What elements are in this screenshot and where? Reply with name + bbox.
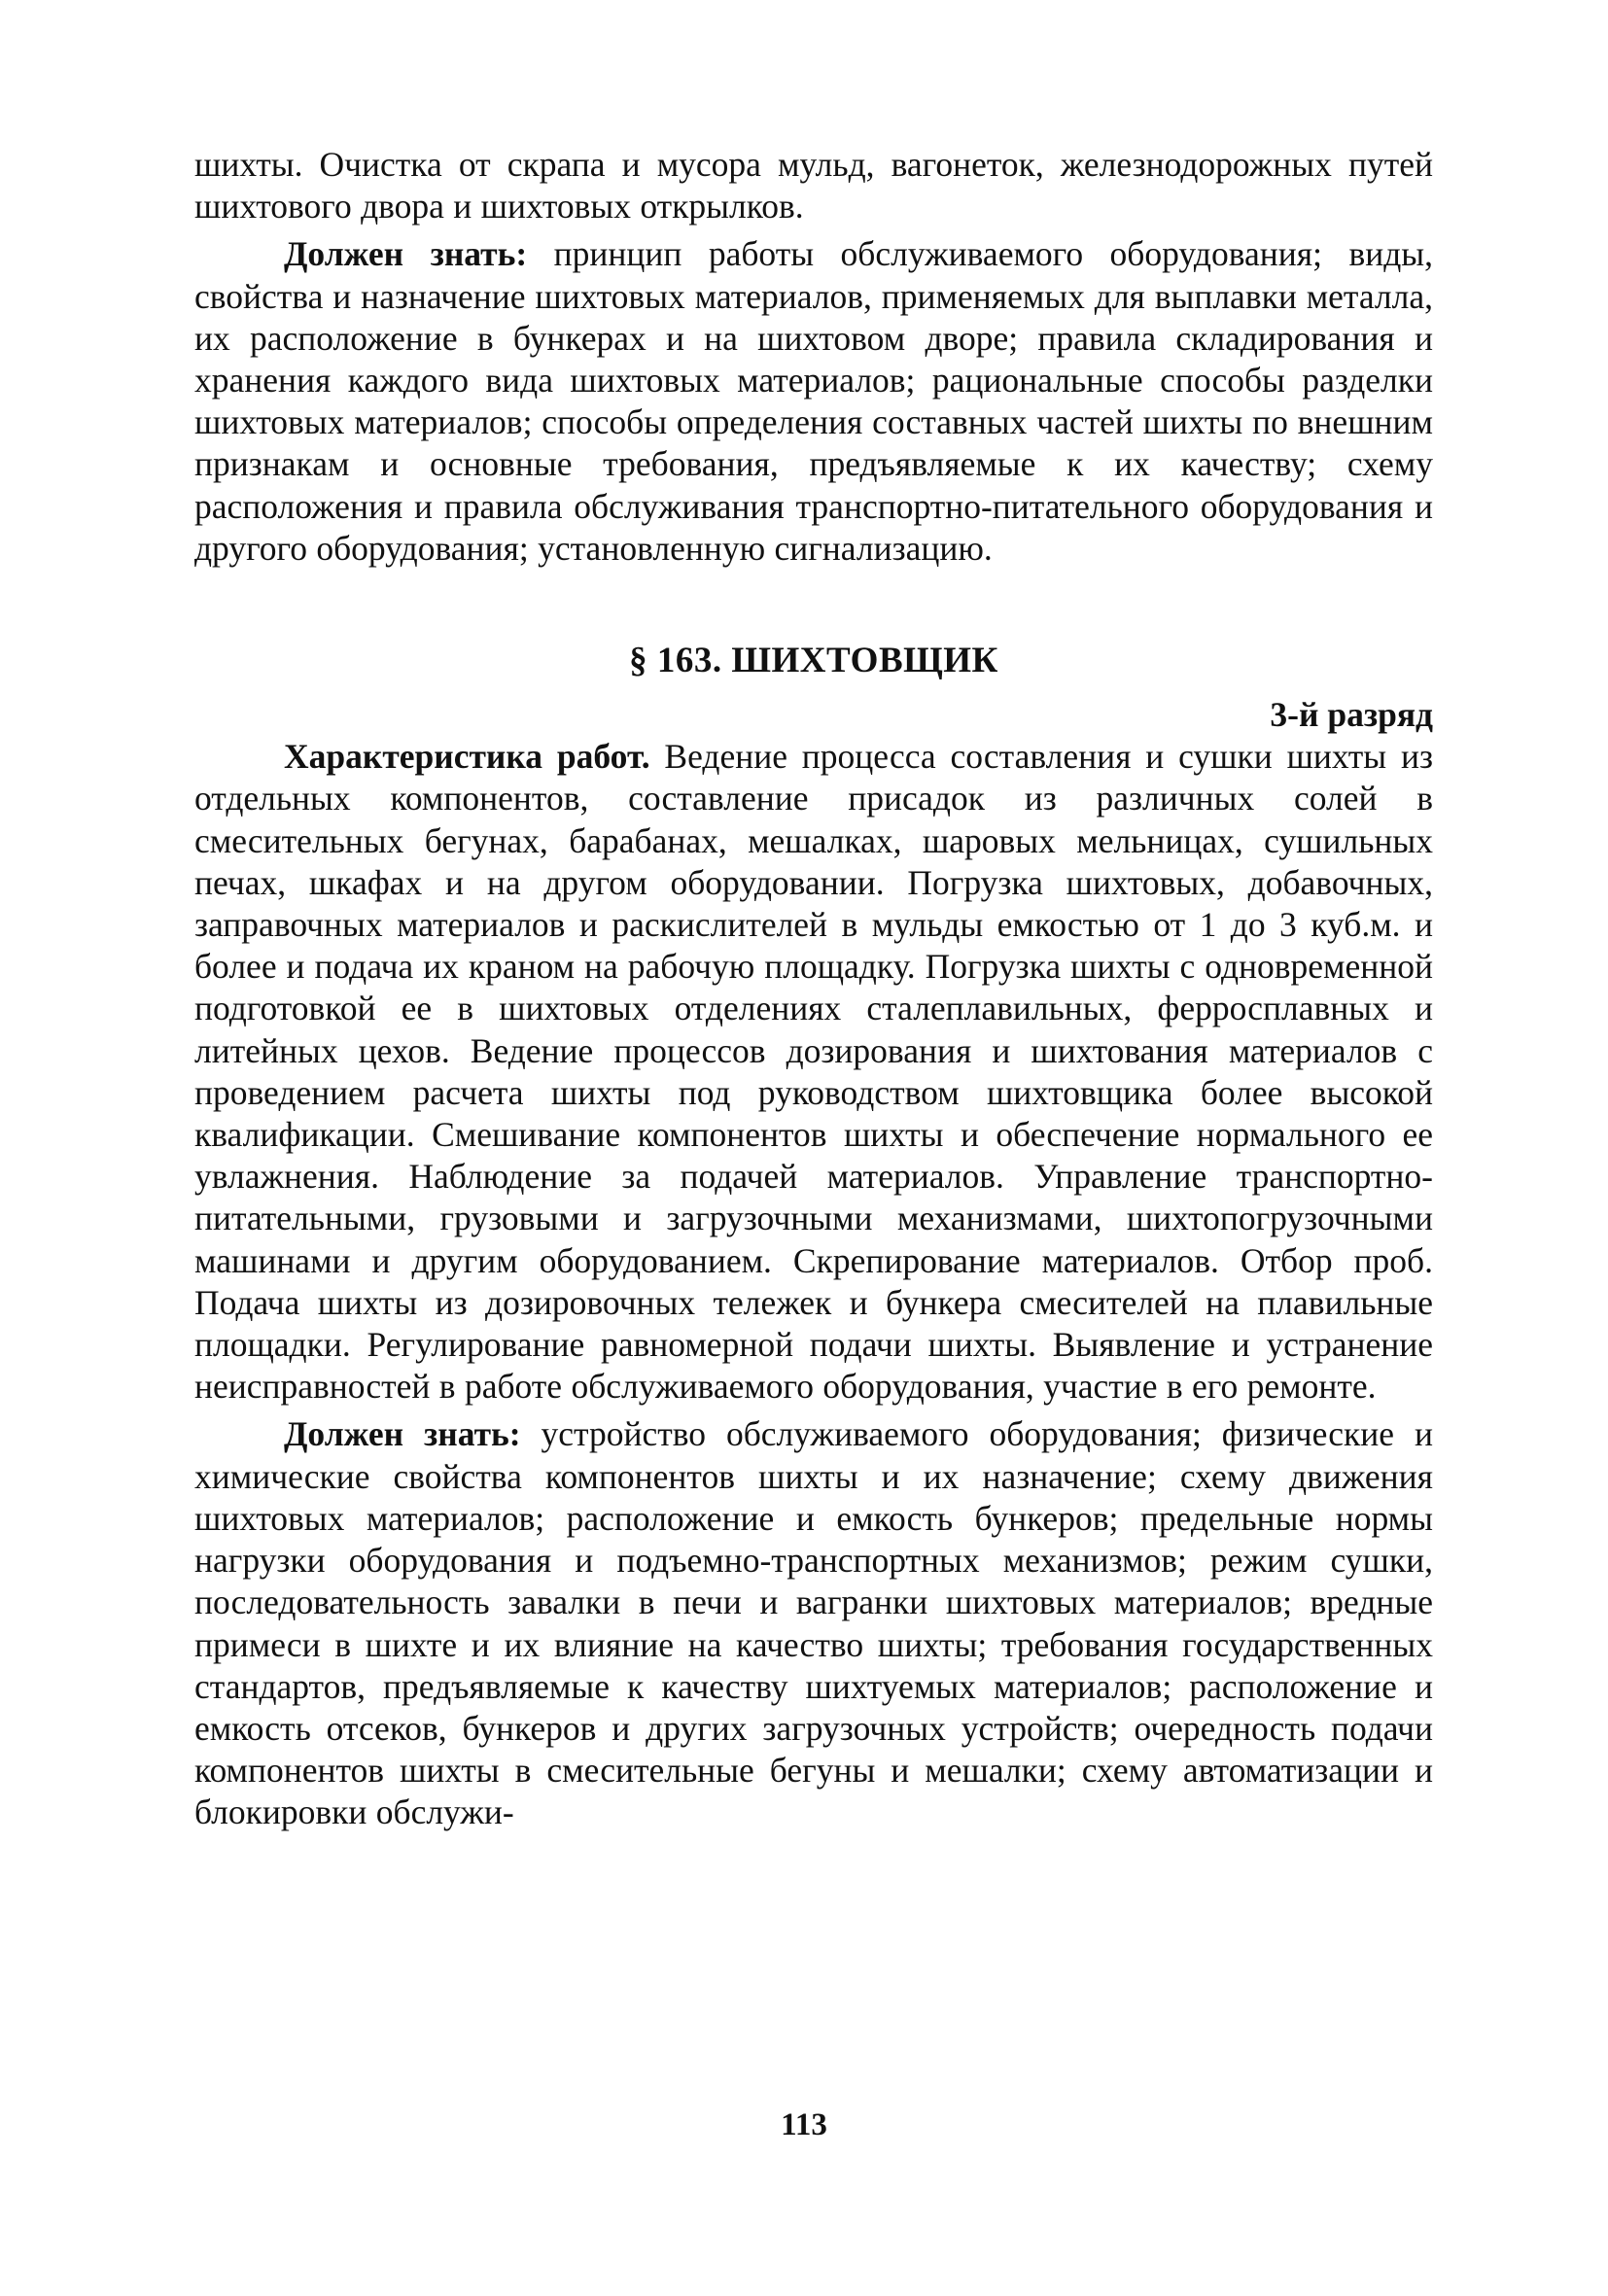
page-number: 113 [781,2107,827,2142]
paragraph-lead: Должен знать: [284,1414,521,1454]
paragraph-lead: Должен знать: [284,234,528,274]
paragraph-must-know-2 [194,1413,1433,1833]
paragraph-text: принцип работы обслуживаемого оборудования; виды, свойства и назначение шихтовых материалов, применяемых для выплавки металла, их расположение в бункерах и на шихтовом дворе; правила складирования и хранения каждого вида шихтовых материалов; рациональные способы разделки шихтовых материалов; способы определения составных частей шихты по внешним признакам и основные требования, предъявляемые к их качеству; схему расположения и правила обслуживания транспортно-питательного оборудования и другого оборудования; установленную сигнализацию. [194,234,1433,568]
section-title: § 163. ШИХТОВЩИК [629,641,998,681]
paragraph-work-characteristics [194,736,1433,1408]
grade-label: 3-й разряд [1270,695,1433,735]
paragraph-lead: Характеристика работ. [284,737,650,777]
paragraph-text: устройство обслуживаемого оборудования; физические и химические свойства компонентов шихты и их назначение; схему движения шихтовых материалов; расположение и емкость бункеров; предельные нормы нагрузки оборудования и подъемно-транспортных механизмов; режим сушки, последовательность завалки в печи и вагранки шихтовых материалов; вредные примеси в шихте и их влияние на качество шихты; требования государственных стандартов, предъявляемые к качеству шихтуемых материалов; расположение и емкость отсеков, бункеров и других загрузочных устройств; очередность подачи компонентов шихты в смесительные бегуны и мешалки; схему автоматизации и блокировки обслужи- [194,1414,1433,1832]
paragraph-must-know-1 [194,233,1433,570]
paragraph-text: Ведение процесса составления и сушки шихты из отдельных компонентов, составление присадок из различных солей в смесительных бегунах, барабанах, мешалках, шаровых мельницах, сушильных печах, шкафах и на другом оборудовании. Погрузка шихтовых, добавочных, заправочных материалов и раскислителей в мульды емкостью от 1 до 3 куб.м. и более и подача их краном на рабочую площадку. Погрузка шихты с одновременной подготовкой ее в шихтовых отделениях сталеплавильных, ферросплавных и литейных цехов. Ведение процессов дозирования и шихтования материалов с проведением расчета шихты под руководством шихтовщика более высокой квалификации. Смешивание компонентов шихты и обеспечение нормального ее увлажнения. Наблюдение за подачей материалов. Управление транспортно-питательными, грузовыми и загрузочными механизмами, шихтопогрузочными машинами и другим оборудованием. Скрепирование материалов. Отбор проб. Подача шихты из дозировочных тележек и бункера смесителей на плавильные площадки. Регулирование равномерной подачи шихты. Выявление и устранение неисправностей в работе обслуживаемого оборудования, участие в его ремонте. [194,737,1433,1407]
page-content [194,144,1433,1834]
continuation-paragraph: шихты. Очистка от скрапа и мусора мульд, вагонеток, железнодорожных путей шихтового двора и шихтовых открылков. [194,145,1433,226]
